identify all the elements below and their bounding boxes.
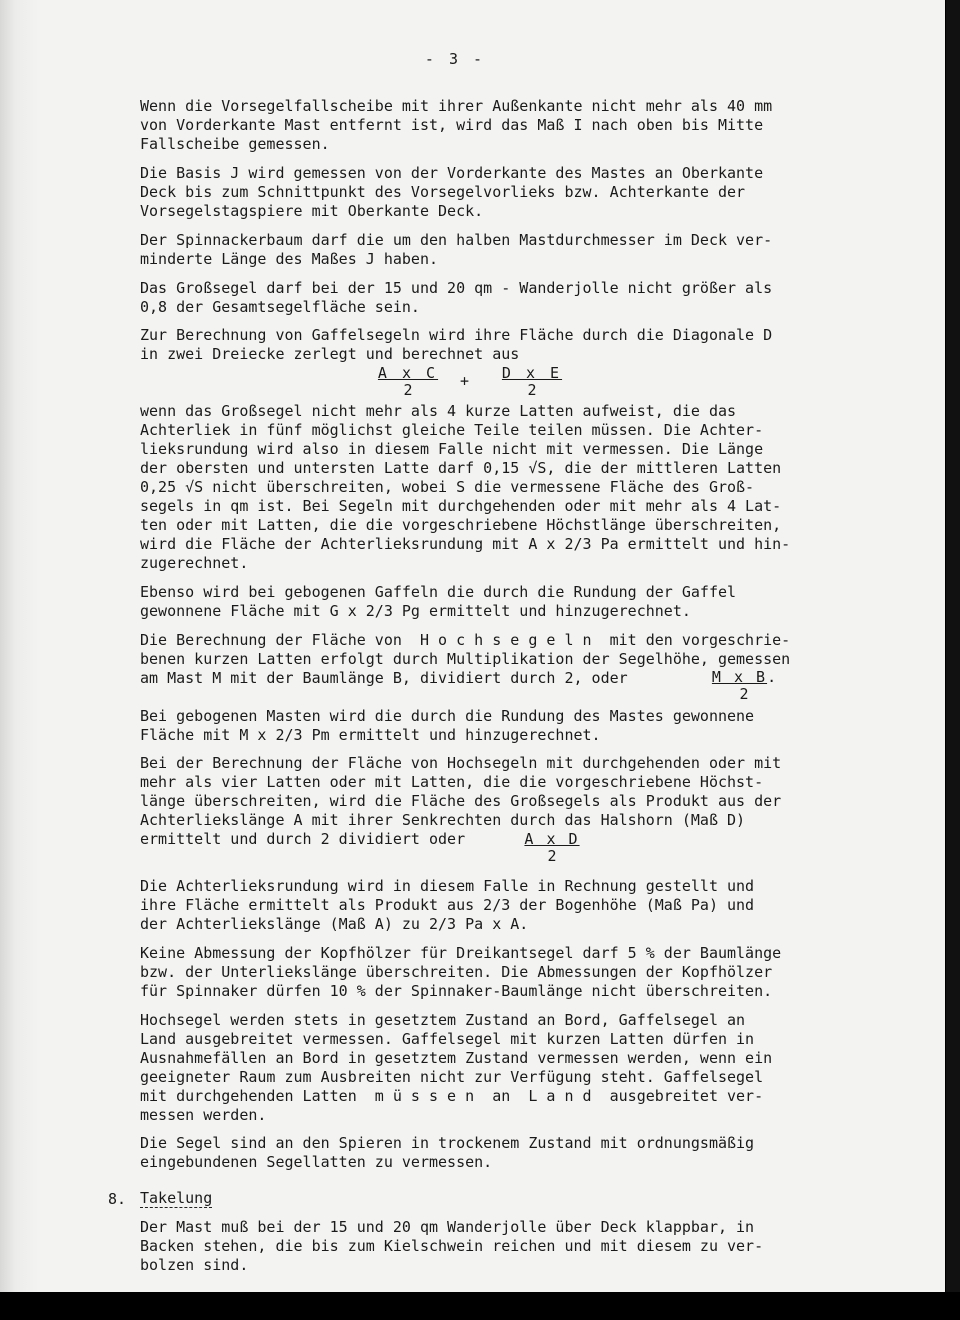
text-line: Die Segel sind an den Spieren in trockenem Zustand mit ordnungsmäßig — [140, 1134, 755, 1152]
text-line: Der Mast muß bei der 15 und 20 qm Wanderjolle über Deck klappbar, in — [140, 1218, 755, 1236]
section-title: Takelung — [140, 1189, 213, 1207]
formula-plus: + — [460, 372, 470, 390]
text-line: Zur Berechnung von Gaffelsegeln wird ihre Fläche durch die Diagonale D — [140, 326, 773, 344]
text-line: segels in qm ist. Bei Segeln mit durchgehenden oder mit mehr als 4 Lat- — [140, 497, 782, 515]
text-line: wenn das Großsegel nicht mehr als 4 kurze Latten aufweist, die das — [140, 402, 737, 420]
text-line: der Achterliekslänge (Maß A) zu 2/3 Pa x A. — [140, 915, 529, 933]
formula-numerator: D x E — [501, 364, 563, 382]
text-line: Ebenso wird bei gebogenen Gaffeln die durch die Rundung der Gaffel — [140, 583, 737, 601]
formula-gaffel-left — [372, 365, 444, 399]
text-line: Wenn die Vorsegelfallscheibe mit ihrer Außenkante nicht mehr als 40 mm — [140, 97, 773, 115]
text-line: bzw. der Unterliekslänge überschreiten. Die Abmessungen der Kopfhölzer — [140, 963, 773, 981]
text-line: Achterliek in fünf möglichst gleiche Teile teilen müssen. Die Achter- — [140, 421, 764, 439]
text-line: eingebundenen Segellatten zu vermessen. — [140, 1153, 493, 1171]
formula-suffix: . — [767, 668, 777, 686]
text-line: 0,8 der Gesamtsegelfläche sein. — [140, 298, 420, 316]
text-line: wird die Fläche der Achterlieksrundung mit A x 2/3 Pa ermittelt und hin- — [140, 535, 791, 553]
text-line: Vorsegelstagspiere mit Oberkante Deck. — [140, 202, 484, 220]
formula-numerator: M x B — [711, 668, 768, 686]
page-number: - 3 - — [424, 50, 486, 68]
text-line: Der Spinnackerbaum darf die um den halben Mastdurchmesser im Deck ver- — [140, 231, 773, 249]
text-line: Die Achterlieksrundung wird in diesem Falle in Rechnung gestellt und — [140, 877, 755, 895]
text-line: Das Großsegel darf bei der 15 und 20 qm - Wanderjolle nicht größer als — [140, 279, 773, 297]
text-line: Fallscheibe gemessen. — [140, 135, 330, 153]
formula-denominator: 2 — [403, 381, 413, 399]
text-line: am Mast M mit der Baumlänge B, dividiert durch 2, oder — [140, 669, 628, 687]
text-line: bolzen sind. — [140, 1256, 249, 1274]
text-line: gewonnene Fläche mit G x 2/3 Pg ermittelt und hinzugerechnet. — [140, 602, 691, 620]
text-line: Keine Abmessung der Kopfhölzer für Dreikantsegel darf 5 % der Baumlänge — [140, 944, 782, 962]
text-line: länge überschreiten, wird die Fläche des Großsegels als Produkt aus der — [140, 792, 782, 810]
formula-denominator: 2 — [547, 847, 557, 865]
text-line: minderte Länge des Maßes J haben. — [140, 250, 439, 268]
text-line: messen werden. — [140, 1106, 267, 1124]
text-line: ermittelt und durch 2 dividiert oder — [140, 830, 466, 848]
formula-denominator: 2 — [527, 381, 537, 399]
text-line: Achterliekslänge A mit ihrer Senkrechten durch das Halshorn (Maß D) — [140, 811, 746, 829]
scan-edge-right — [946, 0, 960, 1320]
text-line: Deck bis zum Schnittpunkt des Vorsegelvorlieks bzw. Achterkante der — [140, 183, 746, 201]
formula-gaffel-right — [496, 365, 568, 399]
text-line: Die Berechnung der Fläche von H o c h s e g e l n mit den vorgeschrie- — [140, 631, 791, 649]
text-line: der obersten und untersten Latte darf 0,15 √S, die der mittleren Latten — [140, 459, 782, 477]
text-line: ten oder mit Latten, die die vorgeschriebene Höchstlänge überschreiten, — [140, 516, 782, 534]
text-line: Bei der Berechnung der Fläche von Hochsegeln mit durchgehenden oder mit — [140, 754, 782, 772]
text-line: benen kurzen Latten erfolgt durch Multiplikation der Segelhöhe, gemessen — [140, 650, 791, 668]
text-line: Ausnahmefällen an Bord in gesetztem Zustand vermessen werden, wenn ein — [140, 1049, 773, 1067]
formula-denominator: 2 — [739, 685, 749, 703]
text-line: mit durchgehenden Latten m ü s s e n an L a n d ausgebreitet ver- — [140, 1087, 764, 1105]
text-line: mehr als vier Latten oder mit Latten, die die vorgeschriebene Höchst- — [140, 773, 764, 791]
text-line: geeigneter Raum zum Ausbreiten nicht zur Verfügung steht. Gaffelsegel — [140, 1068, 764, 1086]
section-number: 8. — [108, 1190, 127, 1208]
text-line: Fläche mit M x 2/3 Pm ermittelt und hinzugerechnet. — [140, 726, 601, 744]
text-line: zugerechnet. — [140, 554, 249, 572]
text-line: ihre Fläche ermittelt als Produkt aus 2/3 der Bogenhöhe (Maß Pa) und — [140, 896, 755, 914]
page-binding-shadow — [0, 0, 38, 1292]
text-line: für Spinnaker dürfen 10 % der Spinnaker-Baumlänge nicht überschreiten. — [140, 982, 773, 1000]
text-line: lieksrundung wird also in diesem Falle nicht mit vermessen. Die Länge — [140, 440, 764, 458]
text-line: Bei gebogenen Masten wird die durch die Rundung des Mastes gewonnene — [140, 707, 755, 725]
text-line: 0,25 √S nicht überschreiten, wobei S die vermessene Fläche des Groß- — [140, 478, 755, 496]
formula-numerator: A x C — [377, 364, 439, 382]
text-line: von Vorderkante Mast entfernt ist, wird das Maß I nach oben bis Mitte — [140, 116, 764, 134]
text-line: Backen stehen, die bis zum Kielschwein reichen und mit diesem zu ver- — [140, 1237, 764, 1255]
formula-achterliek — [520, 831, 584, 865]
scan-edge-bottom — [0, 1292, 960, 1320]
text-line: Land ausgebreitet vermessen. Gaffelsegel mit kurzen Latten dürfen in — [140, 1030, 755, 1048]
formula-hochsegel — [708, 669, 780, 703]
text-line: Die Basis J wird gemessen von der Vorderkante des Mastes an Oberkante — [140, 164, 764, 182]
formula-numerator: A x D — [524, 830, 580, 848]
text-line: in zwei Dreiecke zerlegt und berechnet aus — [140, 345, 520, 363]
text-line: Hochsegel werden stets in gesetztem Zustand an Bord, Gaffelsegel an — [140, 1011, 746, 1029]
